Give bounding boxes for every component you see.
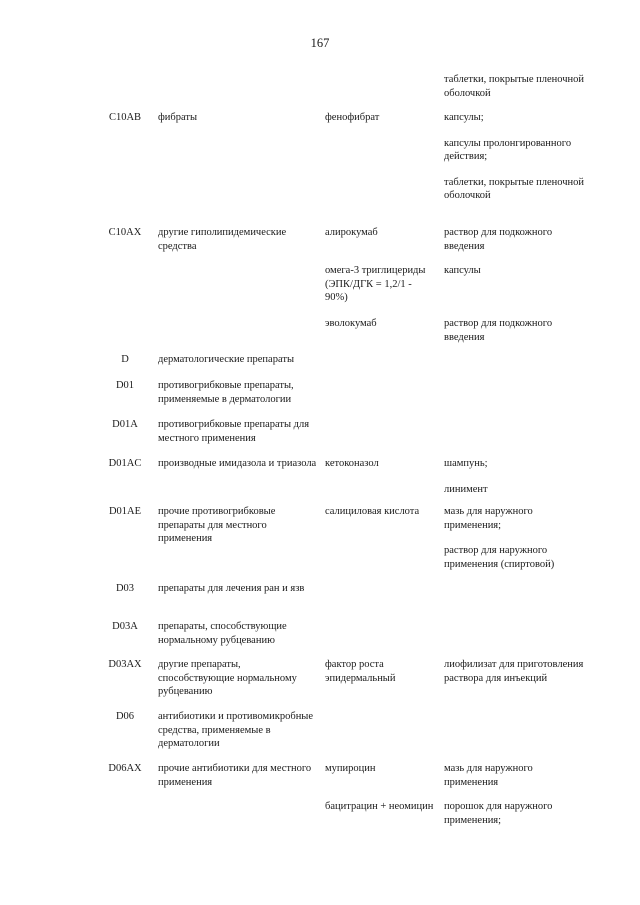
dosage-form: раствор для наружного применения (спиртовой) — [444, 545, 555, 570]
dosage-form: лиофилизат для приготовления раствора для инъекций — [444, 659, 584, 684]
dosage-forms — [444, 73, 584, 100]
anatomical-therapeutic-group: противогрибковые препараты, применяемые в дерматологии — [158, 380, 294, 405]
dosage-form: таблетки, покрытые пленочной оболочкой — [444, 176, 585, 202]
medicinal-substance: эволокумаб — [325, 318, 377, 329]
atc-code: D03A — [112, 621, 138, 632]
anatomical-therapeutic-group: прочие противогрибковые препараты для местного применения — [158, 506, 276, 545]
dosage-forms — [444, 658, 584, 685]
anatomical-therapeutic-group: производные имидазола и триазола — [158, 458, 317, 469]
medicinal-substance: салициловая кислота — [325, 506, 420, 517]
anatomical-therapeutic-group: другие препараты, способствующие нормальному рубцеванию — [158, 659, 297, 698]
dosage-forms — [444, 264, 584, 278]
medicinal-substance: омега-3 триглицериды (ЭПК/ДГК = 1,2/1 - 90%) — [325, 265, 426, 304]
atc-code: D — [121, 354, 129, 365]
dosage-forms — [444, 505, 584, 571]
atc-code: D06AX — [108, 763, 142, 774]
dosage-form: капсулы — [444, 265, 481, 276]
dosage-form: раствор для подкожного введения — [444, 227, 553, 252]
atc-code: D01 — [115, 380, 135, 391]
dosage-form: мазь для наружного применения — [444, 763, 533, 788]
medicinal-substance: бацитрацин + неомицин — [325, 801, 434, 812]
anatomical-therapeutic-group: фибраты — [158, 112, 198, 123]
anatomical-therapeutic-group: препараты, способствующие нормальному рубцеванию — [158, 621, 287, 646]
medicinal-substance: мупироцин — [325, 763, 376, 774]
anatomical-therapeutic-group: прочие антибиотики для местного применения — [158, 763, 312, 788]
dosage-form: линимент — [444, 483, 488, 495]
atc-code: C10AB — [108, 112, 142, 123]
dosage-forms — [444, 800, 584, 827]
dosage-forms — [444, 111, 584, 203]
medicinal-substance: фенофибрат — [325, 112, 380, 123]
dosage-form: порошок для наружного применения; — [444, 801, 553, 826]
anatomical-therapeutic-group: дерматологические препараты — [158, 354, 294, 365]
dosage-form: капсулы; — [444, 112, 484, 123]
medicinal-substance: кетоконазол — [325, 458, 379, 469]
atc-code: D01AC — [108, 458, 142, 469]
dosage-forms — [444, 762, 584, 789]
dosage-forms — [444, 457, 584, 496]
dosage-form: мазь для наружного применения; — [444, 506, 533, 531]
dosage-forms — [444, 226, 584, 253]
atc-code: D01AE — [108, 506, 142, 517]
dosage-form: раствор для подкожного введения — [444, 318, 553, 343]
atc-code: C10AX — [108, 227, 142, 238]
dosage-form: капсулы пролонгированного действия; — [444, 137, 572, 163]
anatomical-therapeutic-group: другие гиполипидемические средства — [158, 227, 287, 252]
dosage-forms — [444, 317, 584, 344]
atc-code: D06 — [115, 711, 135, 722]
atc-code: D01A — [112, 419, 138, 430]
medicinal-substance: алирокумаб — [325, 227, 378, 238]
anatomical-therapeutic-group: антибиотики и противомикробные средства, применяемые в дерматологии — [158, 711, 314, 750]
dosage-form: таблетки, покрытые пленочной оболочкой — [444, 74, 585, 99]
atc-code: D03 — [115, 583, 135, 594]
page-number: 167 — [310, 36, 330, 50]
medicinal-substance: фактор роста эпидермальный — [325, 659, 396, 684]
dosage-form: шампунь; — [444, 458, 488, 469]
atc-code: D03AX — [108, 659, 142, 670]
anatomical-therapeutic-group: препараты для лечения ран и язв — [158, 583, 305, 594]
anatomical-therapeutic-group: противогрибковые препараты для местного применения — [158, 419, 310, 444]
